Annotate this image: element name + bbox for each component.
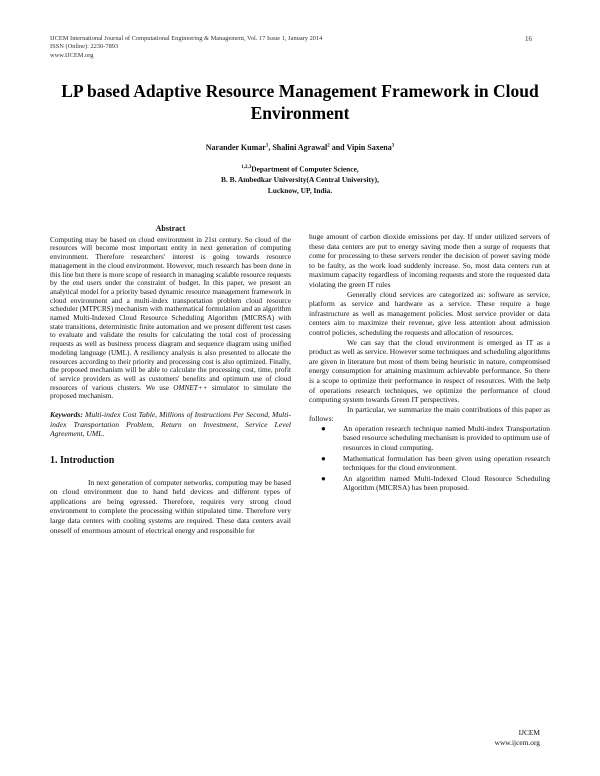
contribution-list: [309, 424, 550, 493]
author-and: and: [329, 143, 347, 152]
footer-journal: IJCEM: [518, 728, 540, 737]
journal-info: IJCEM International Journal of Computational Engineering & Management, Vol. 17 Issue 1, January 2014: [50, 35, 323, 42]
list-item: ● An algorithm named Multi-Indexed Cloud Resource Scheduling Algorithm (MICRSA) has been proposed.: [321, 473, 550, 493]
abstract-text: [50, 236, 291, 401]
issn: ISSN (Online): 2230-7893: [50, 43, 119, 51]
keywords-text: Multi-index Cost Table, Millions of Instructions Per Second, Multi-index Transportation Problem, Return on Investment, Service Level Agreement, UML.: [50, 410, 291, 439]
keywords-label: Keywords:: [50, 410, 83, 420]
abstract-heading: Abstract: [155, 224, 186, 233]
affiliation-sup: 1,2,3: [241, 165, 252, 170]
introduction-paragraph: In next generation of computer networks, computing may be based on cloud environment due to hand held devices and different types of applications are being egressed. Therefore, requires very strong cloud environment to complete the processing within stipulated time. Therefore very large data centers with cooling systems are required. These data centers avail oneself of enormous amount of electrical energy and responsible for: [50, 477, 291, 535]
footer-website[interactable]: www.ijcem.org: [494, 737, 540, 747]
author-list: [40, 143, 560, 152]
paragraph-contributions: In particular, we summarize the main contributions of this paper as follows:: [309, 404, 550, 424]
journal-website[interactable]: www.IJCEM.org: [50, 51, 94, 59]
introduction-heading: 1. Introduction: [50, 454, 115, 466]
author-3-sup: 3: [391, 143, 395, 149]
page-footer: [460, 728, 540, 747]
bullet-icon: ●: [321, 423, 326, 433]
author-2-sup: 2: [327, 143, 330, 149]
abstract-body: Computing may be based on cloud environment in 21st century. So cloud of the resources will become most important entity in next generation of computing environment. Therefore researchers' interest is going towards resource management in the cloud environment. However, much research has been done in this line but there is more scope of research in managing scalable resource requests by the end users under the constraint of budget. In this paper, we present an analytical model for a priority based dynamic resource management framework in cloud environment and a multi-index transportation problem cloud resource scheduler (MTPCRS) mechanism with mathematical formulation and an algorithm named Multi-Indexed Cloud Resource Scheduling Algorithm (MICRSA) with state transitions, deterministic finite automation and we present different test cases to evaluate and validate the results for calculating the total cost of processing requests as well as business process diagram and sequence diagram using unified modeling language (UML). A resiliency analysis is also presented to allocate the resources according to their priority and processing cost is also optimized. Finally, the proposed mechanism will be able to calculate the processing cost, time, profit of service providers as well as customers' benefits and optimum use of cloud resources of various clusters. We use: [50, 235, 291, 392]
right-column: [309, 232, 550, 494]
affiliation-univ: B. B. Ambedkar University(A Central University),: [221, 175, 379, 185]
list-item: ● Mathematical formulation has been given using operation research techniques for the cloud environment.: [321, 453, 550, 473]
list-item: ● An operation research technique named Multi-index Transportation based resource scheduling mechanism is provided to optimum use of resources in cloud computing.: [321, 423, 550, 453]
author-3: Vipin Saxena: [346, 143, 392, 152]
author-1: Narander Kumar: [205, 143, 266, 152]
author-separator: ,: [268, 143, 273, 152]
author-2: Shalini Agrawal: [272, 143, 328, 152]
abstract-end: simulator to simulate the proposed mechanism.: [50, 383, 292, 401]
bullet-icon: ●: [321, 473, 326, 483]
left-column: [50, 225, 291, 535]
affiliation-city: Lucknow, UP, India.: [267, 186, 333, 196]
bullet-icon: ●: [321, 453, 326, 463]
paragraph-carbon: huge amount of carbon dioxide emissions per day. If under utilized servers of these data centers are put to energy saving mode then a surge of requests that come for processing to these servers render the decision of power saving mode to be faulty, as the work load suddenly increase. So, most data centers run at maximum capacity regardless of incoming requests and store the requested data violating the green IT rules: [309, 232, 550, 289]
affiliation: [40, 162, 560, 196]
paper-title: LP based Adaptive Resource Management Framework in Cloud Environment: [61, 81, 539, 123]
paragraph-services: Generally cloud services are categorized as: software as service, platform as service and hardware as a service. These require a huge infrastructure as well as management policies. Most service provider or data centers aim to maximize their revenue, give less attention about admission control policies, scheduling the requests and allocation of resources.: [309, 289, 550, 337]
abstract-simulator: OMNET++: [173, 383, 208, 392]
page-number: 16: [525, 35, 532, 43]
keywords: [50, 410, 291, 439]
affiliation-dept: Department of Computer Science,: [251, 164, 359, 174]
paragraph-it-product: We can say that the cloud environment is emerged as IT as a product as well as service. However some techniques and scheduling algorithms are given in literature but most of them being heuristic in nature, compromised energy consumption for attaining maximum achievable performance. So there is a scope to optimize their performance in respect of resources. With the help of operations research techniques, we optimize the performance of cloud computing system towards Green IT perspectives.: [309, 337, 550, 405]
journal-header: [50, 35, 322, 60]
author-1-sup: 1: [265, 143, 269, 149]
